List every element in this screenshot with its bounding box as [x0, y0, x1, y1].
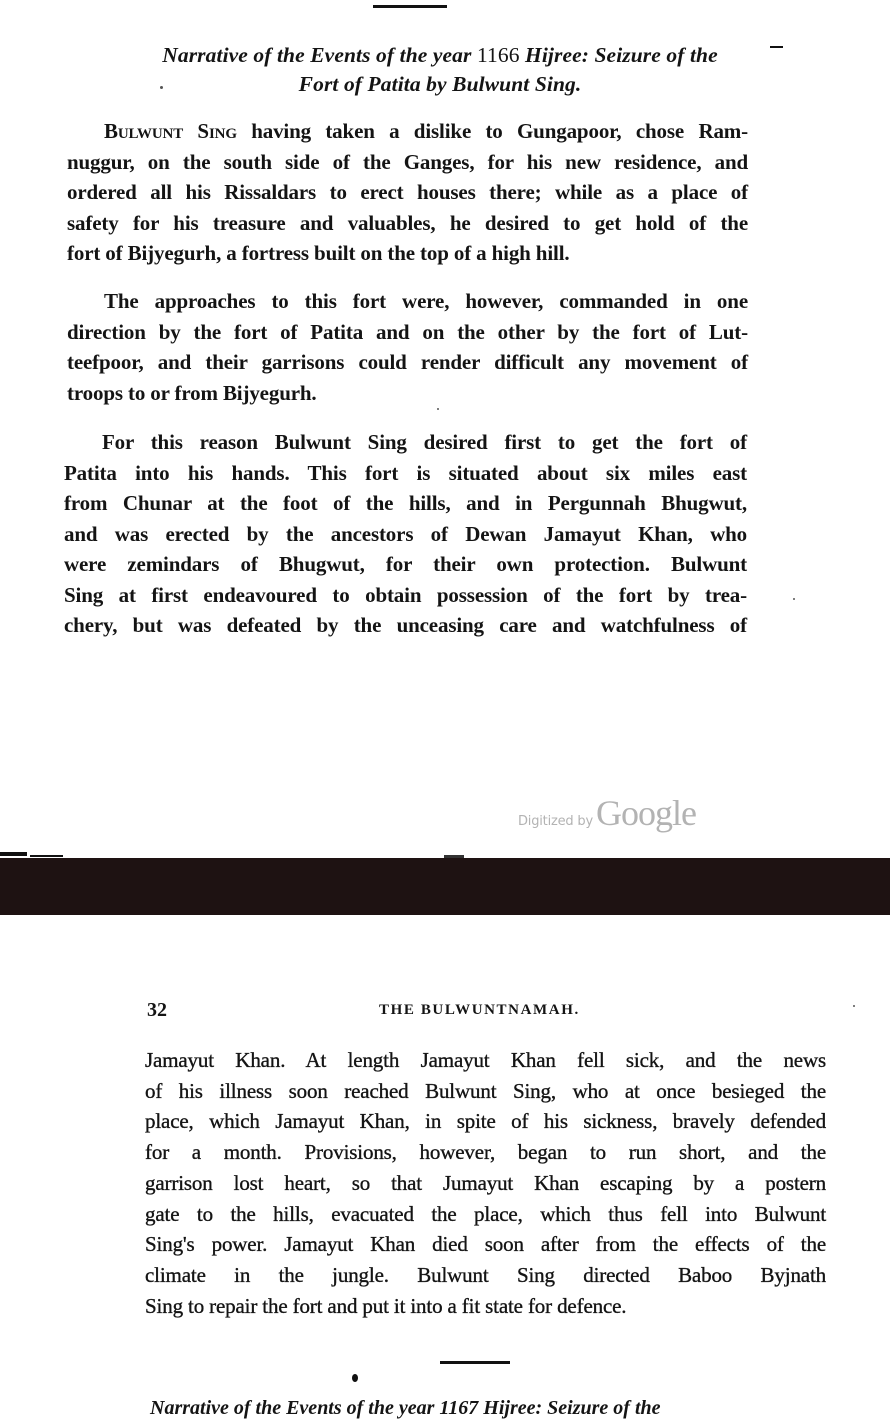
- paragraph-line: direction by the fort of Patita and on the other by the fort of Lut-: [67, 319, 748, 344]
- stray-mark: [770, 46, 783, 48]
- heading-text: Hijree: Seizure of the: [519, 43, 718, 67]
- paragraph-line: The approaches to this fort were, however, commanded in one: [104, 289, 748, 313]
- line-text: having taken a dislike to Gungapoor, chose Ram-: [236, 119, 748, 143]
- paragraph-line: [67, 116, 748, 147]
- paragraph-line: Patita into his hands. This fort is situated about six miles east: [64, 460, 747, 485]
- heading-text: Fort of Patita by Bulwunt Sing.: [298, 72, 582, 96]
- paragraph-line: Sing at first endeavoured to obtain possession of the fort by trea-: [64, 582, 747, 607]
- digitized-by-google-watermark: [518, 792, 696, 834]
- section-rule: [440, 1361, 510, 1364]
- scan-artifact: [0, 852, 27, 856]
- paragraph-line: were zemindars of Bhugwut, for their own protection. Bulwunt: [64, 552, 747, 576]
- small-caps-name: Bulwunt Sing: [104, 119, 237, 143]
- paragraph-line: ordered all his Rissaldars to erect houses there; while as a place of: [67, 180, 748, 204]
- paragraph-line: of his illness soon reached Bulwunt Sing, who at once besieged the: [145, 1078, 826, 1103]
- paragraph-line: safety for his treasure and valuables, he desired to get hold of the: [67, 210, 748, 235]
- stray-speck: [853, 1005, 855, 1007]
- paragraph-line: teefpoor, and their garrisons could render difficult any movement of: [67, 350, 748, 374]
- paragraph-line: Jamayut Khan. At length Jamayut Khan fell sick, and the news: [145, 1048, 826, 1072]
- paragraph-line: garrison lost heart, so that Jumayut Khan escaping by a postern: [145, 1170, 826, 1195]
- top-rule: [373, 5, 447, 8]
- paragraph-line: climate in the jungle. Bulwunt Sing directed Baboo Byjnath: [145, 1262, 826, 1287]
- paragraph-line: Sing to repair the fort and put it into a fit state for defence.: [145, 1293, 627, 1318]
- running-title: THE BULWUNTNAMAH.: [379, 1002, 580, 1018]
- stray-speck: [793, 598, 795, 600]
- stray-dot: [352, 1374, 358, 1382]
- google-logo: Google: [595, 793, 696, 833]
- paragraph: [64, 427, 747, 641]
- heading-year: 1166: [476, 43, 520, 67]
- page-number: 32: [147, 999, 167, 1021]
- paragraph-line: nuggur, on the south side of the Ganges, for his new residence, and: [67, 149, 748, 174]
- stray-speck: [160, 86, 163, 89]
- scan-artifact: [30, 855, 63, 857]
- heading-text: Narrative of the Events of the year: [162, 43, 477, 67]
- paragraph-line: Sing's power. Jamayut Khan died soon after from the effects of the: [145, 1232, 826, 1257]
- next-heading-partial: Narrative of the Events of the year 1167 Hijree: Seizure of the: [150, 1397, 661, 1419]
- paragraph-line: fort of Bijyegurh, a fortress built on the top of a high hill.: [67, 241, 570, 265]
- paragraph: [67, 286, 748, 408]
- paragraph-line: chery, but was defeated by the unceasing care and watchfulness of: [64, 613, 747, 637]
- page-separator-band: [0, 858, 890, 915]
- paragraph-line: and was erected by the ancestors of Dewan Jamayut Khan, who: [64, 521, 747, 546]
- paragraph: [67, 116, 748, 269]
- paragraph-line: place, which Jamayut Khan, in spite of his sickness, bravely defended: [145, 1109, 826, 1134]
- paragraph-line: from Chunar at the foot of the hills, and in Pergunnah Bhugwut,: [64, 491, 747, 515]
- stray-speck: [437, 408, 439, 410]
- paragraph-line: For this reason Bulwunt Sing desired first to get the fort of: [102, 430, 747, 454]
- paragraph: [145, 1045, 826, 1321]
- paragraph-line: gate to the hills, evacuated the place, which thus fell into Bulwunt: [145, 1201, 826, 1226]
- section-heading: [70, 41, 810, 99]
- watermark-prefix: Digitized by: [518, 814, 593, 829]
- paragraph-line: troops to or from Bijyegurh.: [67, 380, 317, 405]
- paragraph-line: for a month. Provisions, however, began to run short, and the: [145, 1140, 826, 1165]
